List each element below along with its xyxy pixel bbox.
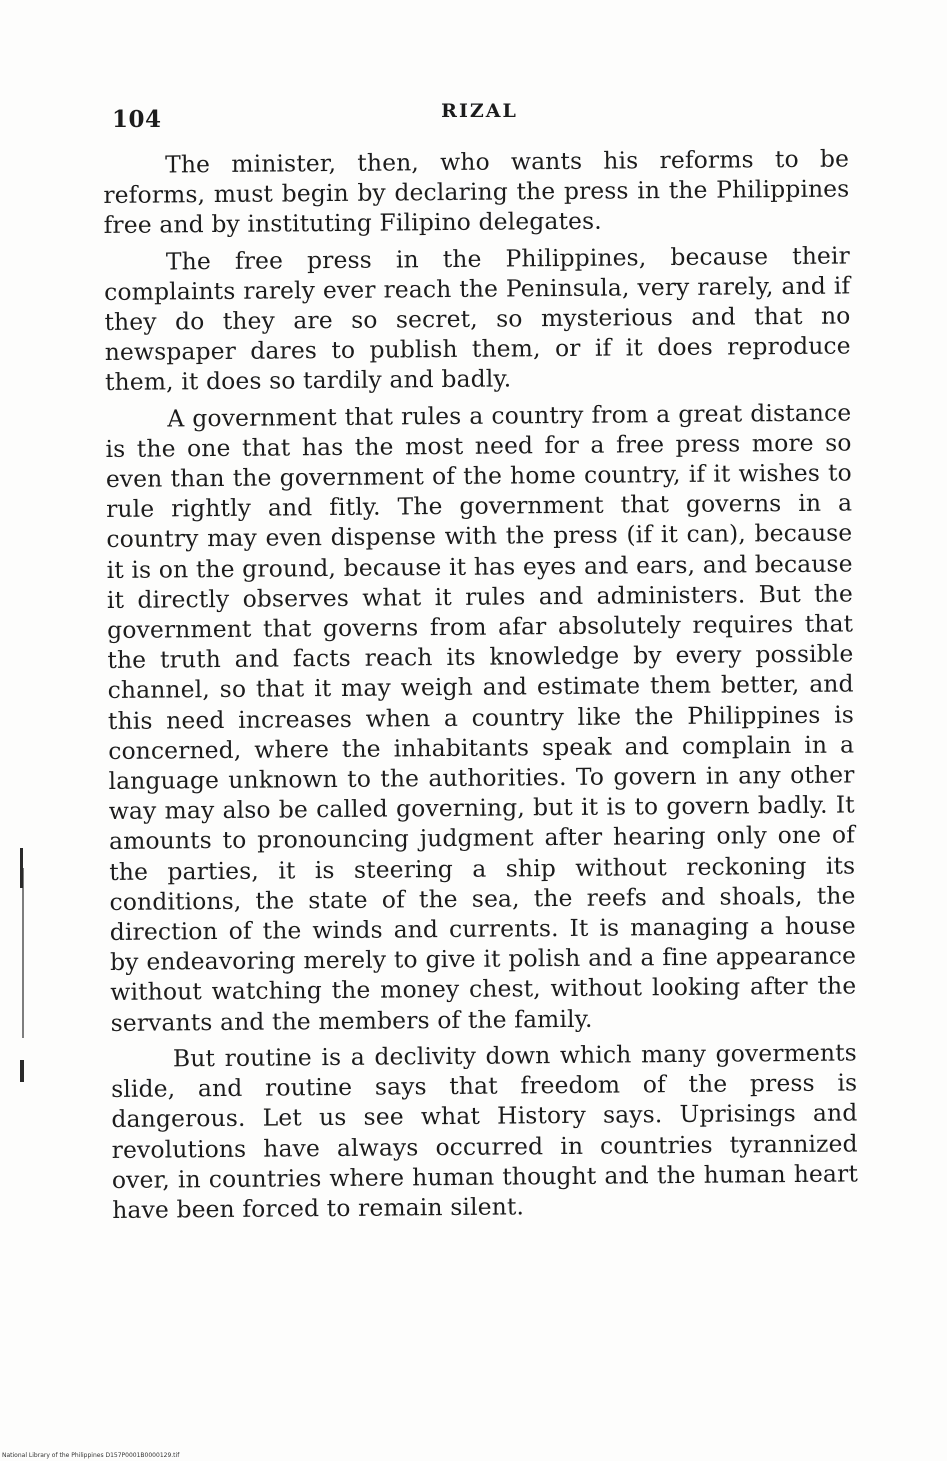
running-head: RIZAL	[441, 100, 518, 122]
paragraph-3: A government that rules a country from a great distance is the one that has the most need for a free press more so even than the government of the home country, if it wishes to rule rightly and fitly. The government that governs in a country may even dispense with the press (if it can), because it is on the ground, because it has eyes and ears, and because it directly observes what it rules and administers. But the government that governs from afar absolutely requires that the truth and facts reach its knowledge by every possible channel, so that it may weigh and estimate them better, and this need increases when a country like the Philippines is concerned, where the inhabitants speak and complain in a language unknown to the authorities. To govern in any other way may also be called governing, but it is to govern badly. It amounts to pronouncing judgment after hearing only one of the parties, it is steering a ship without reckoning its conditions, the state of the sea, the reefs and shoals, the direction of the winds and currents. It is managing a house by endeavoring merely to give it polish and a fine appearance without watching the money chest, without looking after the servants and the members of the family.	[105, 398, 857, 1037]
body-text	[103, 143, 858, 1231]
paragraph-1: The minister, then, who wants his reforms to be reforms, must begin by declaring the press in the Philippines free and by instituting Filipino delegates.	[103, 144, 850, 240]
scan-mark	[20, 1060, 24, 1082]
scan-footer: National Library of the Philippines D157P0001B0000129.tif	[2, 1452, 180, 1459]
binding-margin-marks	[14, 848, 30, 1088]
page-number: 104	[112, 106, 162, 133]
paragraph-4: But routine is a declivity down which many goverments slide, and routine says that freedom of the press is dangerous. Let us see what History says. Uprisings and revolutions have always occurred in countries tyrannized over, in countries where human thought and the human heart have been forced to remain silent.	[111, 1038, 859, 1224]
paragraph-2: The free press in the Philippines, because their complaints rarely ever reach the Peninsula, very rarely, and if they do they are so secret, so mysterious and that no newspaper dares to publish them, or if it does reproduce them, it does so tardily and badly.	[104, 241, 851, 397]
page-header	[112, 100, 847, 133]
scan-mark	[22, 868, 24, 1038]
